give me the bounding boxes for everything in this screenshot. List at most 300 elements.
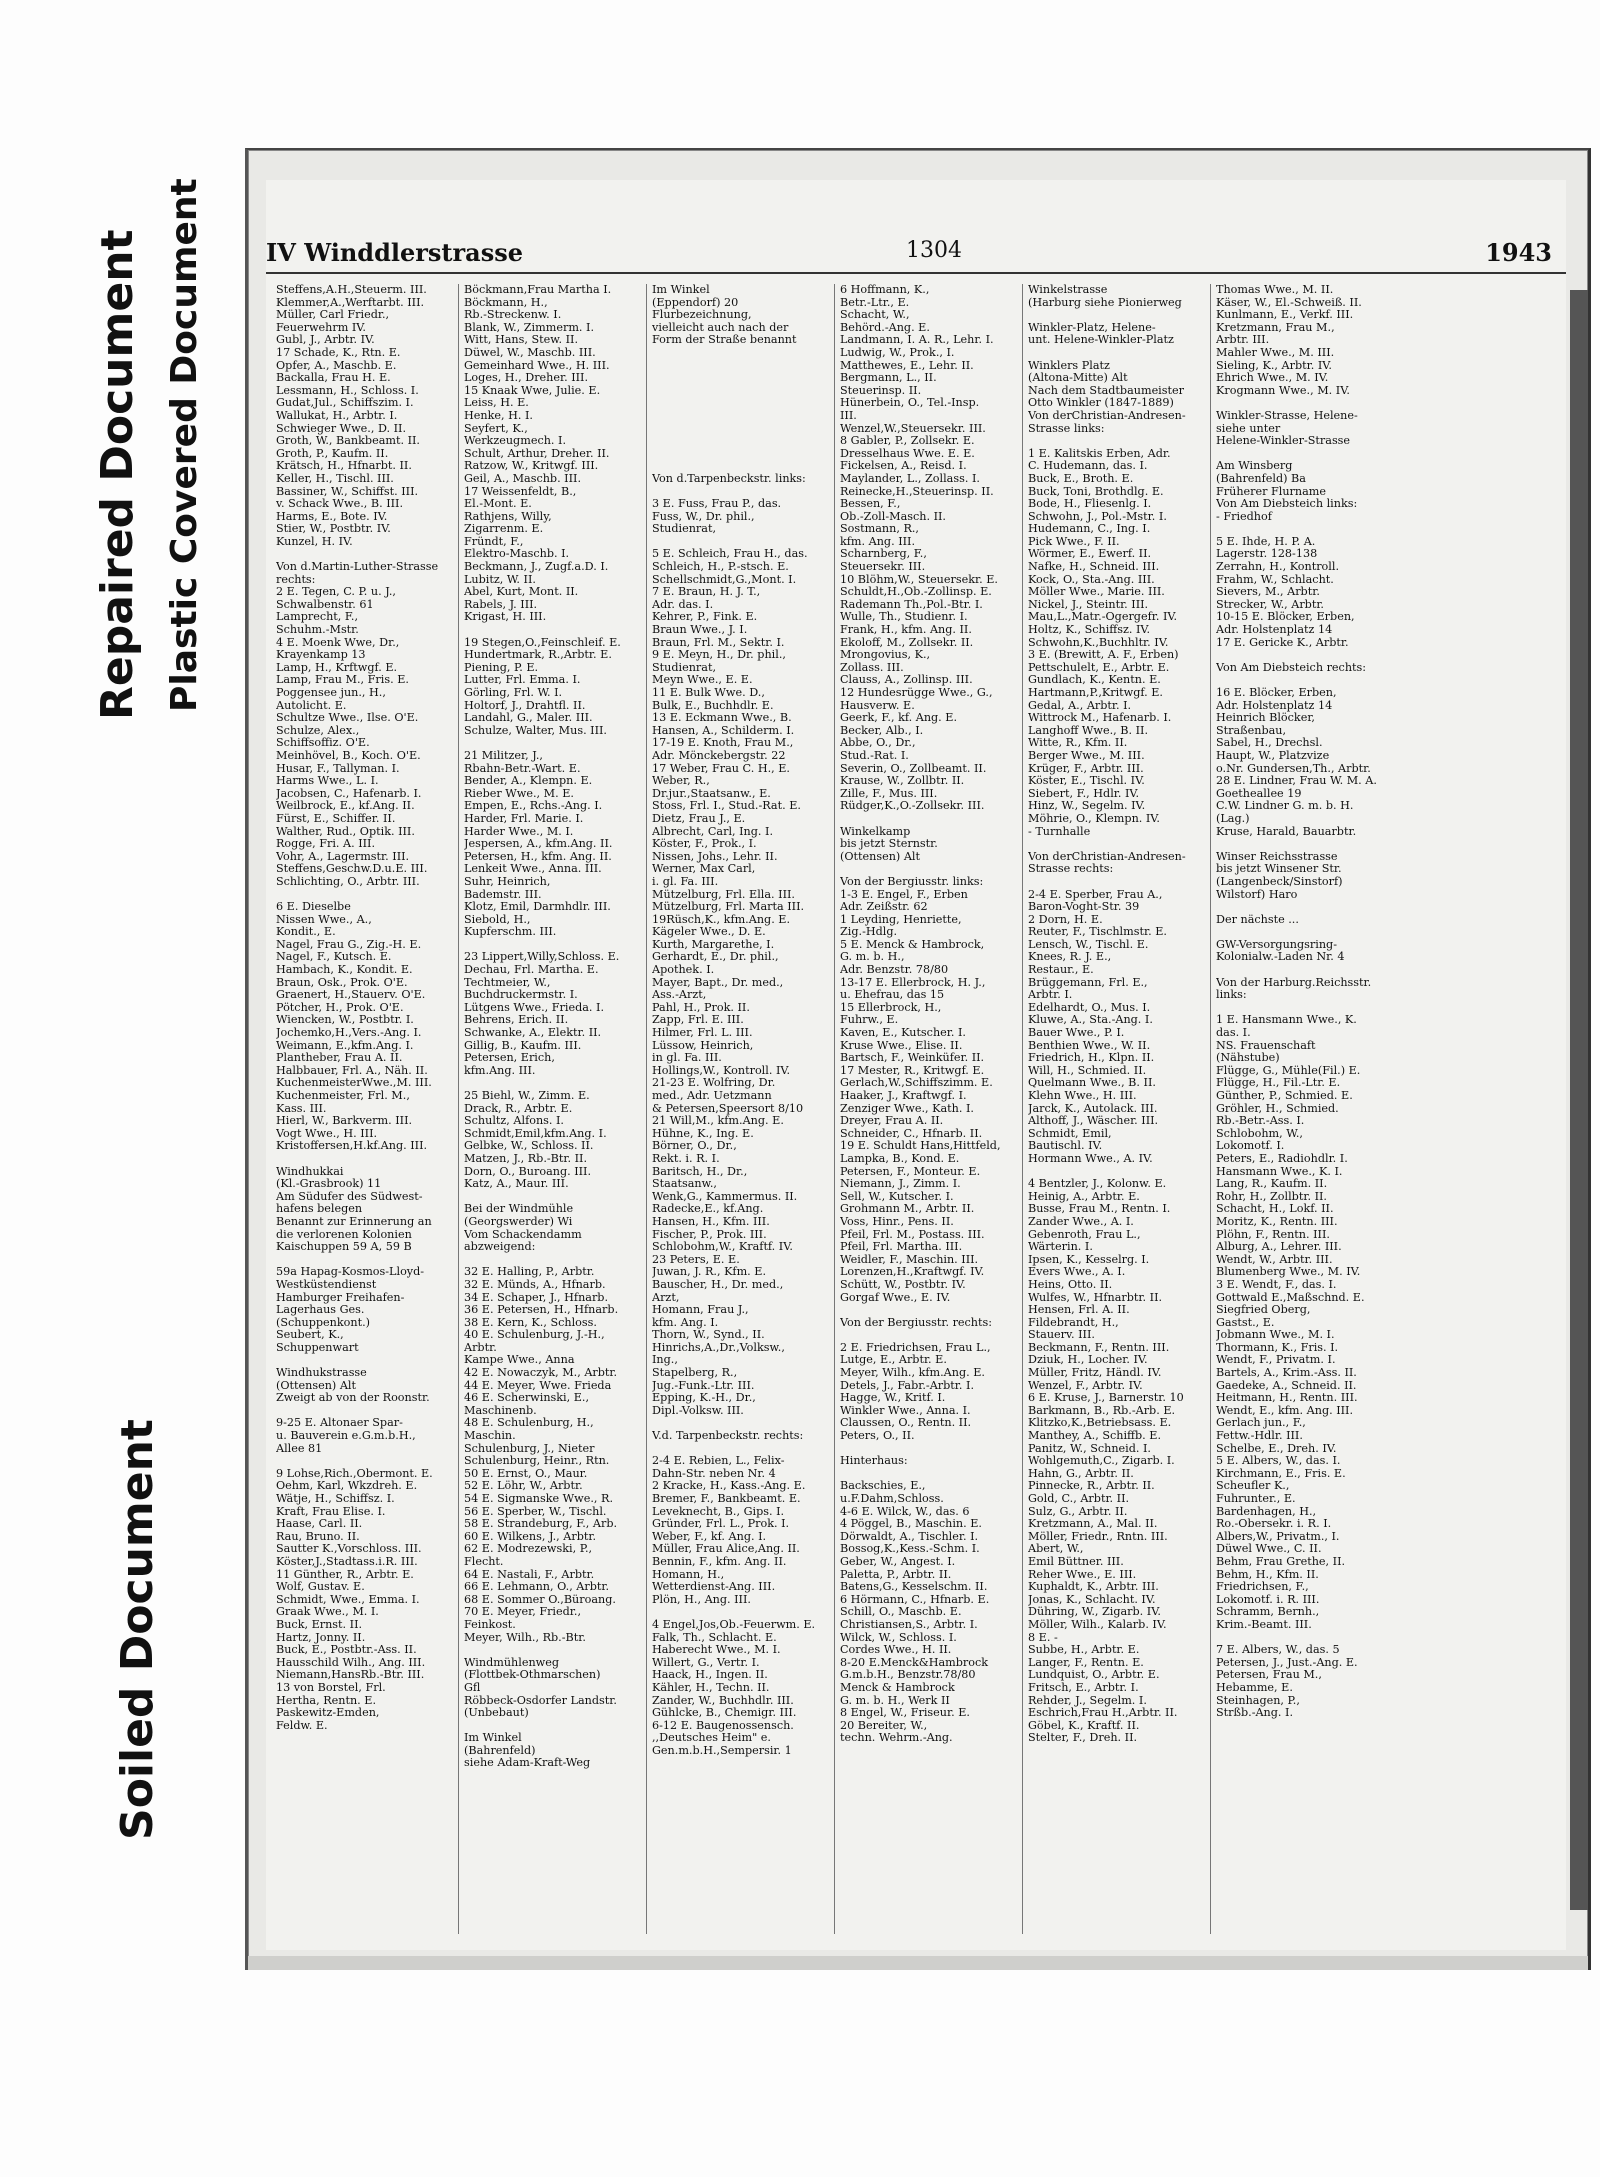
directory-line: Jonas, K., Schlacht. IV.	[1028, 1593, 1156, 1606]
directory-line: Schmidt, Emil,	[1028, 1127, 1112, 1140]
directory-line: C.W. Lindner G. m. b. H.	[1216, 800, 1354, 813]
directory-line: 48 E. Schulenburg, H.,	[464, 1417, 594, 1430]
directory-line: Bademstr. III.	[464, 888, 542, 901]
directory-line: Von der Harburg.Reichsstr.	[1216, 976, 1372, 989]
directory-line: 59a Hapag-Kosmos-Lloyd-	[276, 1266, 425, 1279]
directory-line: Günther, P., Schmied. E.	[1216, 1090, 1353, 1102]
directory-line: Westküstendienst	[276, 1278, 377, 1291]
directory-line: 52 E. Löhr, W., Arbtr.	[464, 1480, 583, 1493]
directory-line: Meinhövel, B., Koch. O'E.	[276, 749, 421, 762]
directory-line: Baron-Voght-Str. 39	[1028, 901, 1140, 914]
directory-line: Schuldt,H.,Ob.-Zollinsp. E.	[840, 586, 992, 599]
directory-line: Holtorf, J., Drahtfl. II.	[464, 699, 586, 712]
directory-line: Rathjens, Willy,	[464, 510, 552, 523]
directory-line: Schellschmidt,G.,Mont. I.	[652, 573, 797, 586]
directory-line: Christiansen,S., Arbtr. I.	[840, 1618, 978, 1631]
directory-line: Kraft, Frau Elise. I.	[276, 1505, 386, 1518]
directory-line: 2 Kracke, H., Kass.-Ang. E.	[652, 1480, 806, 1493]
directory-line: kfm. Ang. III.	[840, 535, 916, 548]
directory-line: Scharnberg, F.,	[840, 548, 927, 561]
directory-line: Matthewes, E., Lehr. II.	[840, 359, 974, 372]
directory-line: - Friedhof	[1216, 510, 1272, 523]
directory-line: Moritz, K., Rentn. III.	[1216, 1215, 1338, 1228]
directory-line: Sostmann, R.,	[840, 523, 919, 536]
directory-line	[652, 486, 828, 499]
column-rule	[1210, 284, 1211, 1934]
directory-line: 70 E. Meyer, Friedr.,	[464, 1606, 582, 1619]
directory-line: Husar, F., Tallyman. I.	[276, 762, 400, 775]
directory-line: Wilstorf) Haro	[1216, 888, 1298, 901]
directory-line: 19Rüsch,K., kfm.Ang. E.	[652, 913, 791, 926]
directory-line: Kupferschm. III.	[464, 926, 557, 939]
directory-line: Hollings,W., Kontroll. IV.	[652, 1064, 791, 1077]
directory-line: Rau, Bruno. II.	[276, 1530, 360, 1543]
directory-line: Weber, R.,	[652, 775, 710, 788]
directory-line: & Petersen,Speersort 8/10	[652, 1102, 804, 1115]
directory-line: Hahn, G., Arbtr. II.	[1028, 1467, 1134, 1480]
directory-line: Lorenzen,H.,Kraftwgf. IV.	[840, 1266, 985, 1279]
directory-line: Dühring, W., Zigarb. IV.	[1028, 1606, 1161, 1619]
directory-line: Werner, Max Carl,	[652, 863, 756, 876]
directory-line: Niemann,HansRb.-Btr. III.	[276, 1669, 425, 1682]
directory-line: v. Schack Wwe., B. III.	[276, 498, 404, 511]
directory-line: Betr.-Ltr., E.	[840, 296, 910, 309]
directory-line: Wendt, E., kfm. Ang. III.	[1216, 1404, 1354, 1417]
directory-line: ,,Deutsches Heim" e.	[652, 1732, 771, 1745]
directory-line: Lütgens Wwe., Frieda. I.	[464, 1001, 605, 1014]
directory-line: Hagge, W., Kritf. I.	[840, 1392, 946, 1405]
directory-line: Steinhagen, P.,	[1216, 1694, 1300, 1707]
directory-line: 2 E. Tegen, C. P. u. J.,	[276, 586, 396, 599]
directory-line: Groth, W., Bankbeamt. II.	[276, 435, 420, 448]
directory-line: Zapp, Frl. E. III.	[652, 1014, 744, 1027]
directory-line: Voss, Hinr., Pens. II.	[840, 1215, 954, 1228]
directory-line: Wärterin. I.	[1028, 1241, 1093, 1254]
column-1	[276, 284, 452, 1939]
directory-line: 46 E. Scherwinski, E.,	[464, 1392, 590, 1405]
directory-line: Möhrie, O., Klempn. IV.	[1028, 812, 1160, 825]
directory-line: Fründt, F.,	[464, 535, 524, 548]
directory-line: 17 E. Gericke K., Arbtr.	[1216, 636, 1349, 649]
directory-line: Lampka, B., Kond. E.	[840, 1152, 960, 1165]
directory-line: 28 E. Lindner, Frau W. M. A.	[1216, 775, 1377, 788]
directory-line: Backschies, E.,	[840, 1480, 926, 1493]
directory-line: Edelhardt, O., Mus. I.	[1028, 1001, 1151, 1014]
directory-line: Quelmann Wwe., B. II.	[1028, 1077, 1156, 1090]
directory-line: Flurbezeichnung,	[652, 309, 752, 322]
directory-line: Düwel Wwe., C. II.	[1216, 1543, 1322, 1556]
header-rule	[266, 272, 1566, 274]
directory-line: Köster, E., Tischl. IV.	[1028, 775, 1145, 788]
directory-line: (Lag.)	[1216, 812, 1250, 825]
column-rule	[646, 284, 647, 1934]
directory-line: Gerlach jun., F.,	[1216, 1417, 1306, 1430]
directory-line: (Ottensen) Alt	[840, 850, 920, 863]
directory-line: Zweigt ab von der Roonstr.	[276, 1392, 430, 1405]
directory-line: Lessmann, H., Schloss. I.	[276, 384, 419, 397]
directory-line: kfm.Ang. III.	[464, 1064, 536, 1077]
directory-line: Friedrich, H., Klpn. II.	[1028, 1052, 1155, 1065]
column-5	[1028, 284, 1204, 1939]
directory-line: Köster,J.,Stadtass.i.R. III.	[276, 1555, 418, 1568]
directory-line: Abbe, O., Dr.,	[840, 737, 916, 750]
directory-line	[1028, 309, 1204, 322]
directory-line: Gerlach,W.,Schiffszimm. E.	[840, 1077, 993, 1090]
directory-line: siehe unter	[1216, 422, 1281, 435]
directory-line: Wohlgemuth,C., Zigarb. I.	[1028, 1455, 1175, 1468]
directory-line: Im Winkel	[652, 284, 710, 296]
directory-line: Jacobsen, C., Hafenarb. I.	[276, 787, 422, 800]
directory-line: Krim.-Beamt. III.	[1216, 1618, 1312, 1631]
directory-line: Meyer, Wilh., kfm.Ang. E.	[840, 1367, 985, 1380]
directory-line: Dipl.-Volksw. III.	[652, 1404, 744, 1417]
directory-line: 4 E. Moenk Wwe, Dr.,	[276, 636, 400, 649]
directory-line: Mayer, Bapt., Dr. med.,	[652, 976, 784, 989]
directory-line: Subbe, H., Arbtr. E.	[1028, 1644, 1140, 1657]
directory-line: Geerk, F., kf. Ang. E.	[840, 712, 958, 725]
directory-line: 11 Günther, R., Arbtr. E.	[276, 1568, 414, 1581]
directory-line: Schwalbenstr. 61	[276, 598, 374, 611]
directory-line: 2 E. Friedrichsen, Frau L.,	[840, 1341, 991, 1354]
directory-line: Zerrahn, H., Kontroll.	[1216, 561, 1339, 574]
directory-line: Schlobohm, W.,	[1216, 1127, 1303, 1140]
directory-line: Abert, W.,	[1028, 1543, 1084, 1556]
directory-line: Wiencken, W., Postbtr. I.	[276, 1014, 414, 1027]
directory-line: Reuter, F., Tischlmstr. E.	[1028, 926, 1167, 939]
directory-line: Weber, F., kf. Ang. I.	[652, 1530, 767, 1543]
directory-line	[840, 1443, 1016, 1456]
directory-line: Harder Wwe., M. I.	[464, 825, 574, 838]
directory-line: Adr. Holstenplatz 14	[1216, 699, 1333, 712]
directory-line: in gl. Fa. III.	[652, 1052, 722, 1065]
directory-line: Studienrat,	[652, 661, 717, 674]
directory-line: Bossog,K.,Kess.-Schm. I.	[840, 1543, 980, 1556]
directory-line: Beckmann, F., Rentn. III.	[1028, 1341, 1170, 1354]
directory-line: Schacht, W.,	[840, 309, 910, 322]
directory-line: Siebert, F., Hdlr. IV.	[1028, 787, 1140, 800]
directory-line: Bode, H., Fliesenlg. I.	[1028, 498, 1152, 511]
directory-line: bis jetzt Sternstr.	[840, 838, 938, 851]
directory-line: Von Am Diebsteich rechts:	[1216, 661, 1367, 674]
directory-line: Am Südufer des Südwest-	[276, 1190, 423, 1203]
directory-line: Opfer, A., Maschb. E.	[276, 359, 397, 372]
directory-line: Reinecke,H.,Steuerinsp. II.	[840, 485, 994, 498]
directory-line: 23 Lippert,Willy,Schloss. E.	[464, 951, 620, 964]
directory-line: Gen.m.b.H.,Sempersir. 1	[652, 1744, 792, 1757]
directory-line: 13 E. Eckmann Wwe., B.	[652, 712, 792, 725]
directory-line: Meyn Wwe., E. E.	[652, 674, 753, 687]
directory-line: Haack, H., Ingen. II.	[652, 1669, 768, 1682]
directory-line: Kunzel, H. IV.	[276, 535, 353, 548]
directory-line: NS. Frauenschaft	[1216, 1039, 1316, 1052]
directory-line: Dechau, Frl. Martha. E.	[464, 964, 599, 977]
page-edge-shadow	[1570, 290, 1588, 1910]
directory-line: Kass. III.	[276, 1102, 327, 1115]
directory-line: Adr. Benzstr. 78/80	[840, 964, 949, 977]
column-6	[1216, 284, 1392, 1939]
directory-line	[464, 1644, 640, 1657]
directory-line	[840, 863, 1016, 876]
directory-line: Form der Straße benannt	[652, 334, 797, 347]
directory-line: Holtz, K., Schiffsz. IV.	[1028, 624, 1151, 637]
directory-line: Petersen, J., Just.-Ang. E.	[1216, 1656, 1358, 1669]
directory-line: Winklers Platz	[1028, 359, 1110, 372]
directory-line: Bartels, A., Krim.-Ass. II.	[1216, 1367, 1357, 1380]
directory-line: Vogt Wwe., H. III.	[276, 1127, 378, 1140]
directory-line: G.m.b.H., Benzstr.78/80	[840, 1669, 976, 1682]
directory-line: 8 E. -	[1028, 1631, 1058, 1644]
directory-line: Lutter, Frl. Emma. I.	[464, 674, 581, 687]
directory-line: 32 E. Halling, P., Arbtr.	[464, 1266, 595, 1279]
directory-line: Seubert, K.,	[276, 1329, 344, 1342]
directory-line: 8-20 E.Menck&Hambrock	[840, 1656, 989, 1669]
directory-line: Strßb.-Ang. I.	[1216, 1707, 1294, 1720]
directory-line: Petersen, F., Monteur. E.	[840, 1165, 981, 1178]
directory-line: Bauscher, H., Dr. med.,	[652, 1278, 784, 1291]
directory-line: Sabel, H., Drechsl.	[1216, 737, 1323, 750]
directory-line: Winkelstrasse	[1028, 284, 1108, 296]
directory-line	[652, 347, 828, 360]
directory-line	[652, 410, 828, 423]
directory-line: 58 E. Strandeburg, F., Arb.	[464, 1518, 618, 1531]
directory-line: Stier, W., Postbtr. IV.	[276, 523, 391, 536]
directory-line: Krätsch, H., Hfnarbt. II.	[276, 460, 412, 473]
directory-line: Hudemann, C., Ing. I.	[1028, 523, 1151, 536]
directory-line: Schmidt, Wwe., Emma. I.	[276, 1593, 420, 1606]
directory-line: Lokomotf. I.	[1216, 1140, 1285, 1153]
directory-line: Halbbauer, Frl. A., Näh. II.	[276, 1064, 428, 1077]
directory-line: Wilck, W., Schloss. I.	[840, 1631, 957, 1644]
directory-line: Schneider, C., Hfnarb. II.	[840, 1127, 983, 1140]
directory-line: Haaker, J., Kraftwgf. I.	[840, 1090, 967, 1102]
directory-line: Wallukat, H., Arbtr. I.	[276, 409, 398, 422]
directory-line: Windhukstrasse	[276, 1367, 367, 1380]
directory-line: (Unbebaut)	[464, 1707, 529, 1720]
directory-line: Hausschild Wilh., Ang. III.	[276, 1656, 426, 1669]
directory-line: Fuhrw., E.	[840, 1014, 899, 1027]
directory-line: Lagerstr. 128-138	[1216, 548, 1318, 561]
directory-line: 3 E. Wendt, F., das. I.	[1216, 1278, 1337, 1291]
directory-line: 16 E. Blöcker, Erben,	[1216, 687, 1337, 699]
directory-line: Pötcher, H., Prok. O'E.	[276, 1001, 404, 1014]
directory-line: Rademann Th.,Pol.-Btr. I.	[840, 598, 983, 611]
directory-line: 8 Gabler, P., Zollsekr. E.	[840, 435, 975, 448]
directory-line: Sieling, K., Arbtr. IV.	[1216, 359, 1332, 372]
directory-line: 3 E. (Brewitt, A. F., Erben)	[1028, 649, 1179, 662]
directory-line: Dziuk, H., Locher. IV.	[1028, 1354, 1148, 1367]
directory-line: Lagerhaus Ges.	[276, 1304, 365, 1317]
directory-line: Buck, Ernst. II.	[276, 1618, 363, 1631]
directory-line	[464, 1254, 640, 1267]
directory-line: Will, H., Schmied. II.	[1028, 1064, 1147, 1077]
directory-line: Feldw. E.	[276, 1719, 328, 1732]
directory-line: (Eppendorf) 20	[652, 296, 739, 309]
directory-line: Maschinenb.	[464, 1404, 537, 1417]
directory-line: (Nähstube)	[1216, 1052, 1280, 1065]
directory-line: 66 E. Lehmann, O., Arbtr.	[464, 1581, 610, 1594]
directory-line: Otto Winkler (1847-1889)	[1028, 397, 1174, 410]
directory-line: Hühne, K., Ing. E.	[652, 1127, 754, 1140]
directory-line	[652, 372, 828, 385]
running-header-left: IV Winddlerstrasse	[266, 238, 523, 267]
directory-line: Busse, Frau M., Rentn. I.	[1028, 1203, 1171, 1216]
directory-line	[464, 1720, 640, 1733]
directory-line: Sell, W., Kutscher. I.	[840, 1190, 954, 1203]
column-rule	[458, 284, 459, 1934]
directory-line: med., Adr. Uetzmann	[652, 1090, 772, 1102]
directory-line: Willert, G., Vertr. I.	[652, 1656, 760, 1669]
directory-line: Gastst., E.	[1216, 1316, 1275, 1329]
directory-line: Schleich, H., P.-stsch. E.	[652, 561, 789, 574]
directory-line: Witte, R., Kfm. II.	[1028, 737, 1128, 750]
directory-line: Von der Bergiusstr. links:	[840, 875, 984, 888]
directory-line: Adr. Mönckebergstr. 22	[652, 749, 786, 762]
directory-line: Hamburger Freihafen-	[276, 1291, 405, 1304]
column-rule	[834, 284, 835, 1934]
directory-line: Meyer, Wilh., Rb.-Btr.	[464, 1631, 586, 1644]
directory-line: Harder, Frl. Marie. I.	[464, 812, 584, 825]
directory-line: Lensch, W., Tischl. E.	[1028, 938, 1149, 951]
directory-line: Brüggemann, Frl. E.,	[1028, 976, 1148, 989]
directory-line: Straßenbau,	[1216, 724, 1287, 737]
directory-line: 4-6 E. Wilck, W., das. 6	[840, 1505, 970, 1518]
directory-line: 17 Weber, Frau C. H., E.	[652, 762, 790, 775]
directory-line: Oehm, Karl, Wkzdreh. E.	[276, 1480, 418, 1493]
directory-line: 5 E. Schleich, Frau H., das.	[652, 548, 808, 561]
directory-line: V.d. Tarpenbeckstr. rechts:	[652, 1430, 804, 1443]
directory-line: Helene-Winkler-Strasse	[1216, 435, 1351, 448]
directory-line: 4 Pöggel, B., Maschin. E.	[840, 1518, 982, 1531]
directory-line: Behm, Frau Grethe, II.	[1216, 1555, 1346, 1568]
directory-line: Peters, E., Radiohdlr. I.	[1216, 1152, 1348, 1165]
directory-line: 50 E. Ernst, O., Maur.	[464, 1467, 588, 1480]
directory-line: Geil, A., Maschb. III.	[464, 472, 581, 485]
directory-line: Plön, H., Ang. III.	[652, 1593, 751, 1606]
directory-line: Winser Reichsstrasse	[1216, 850, 1338, 863]
directory-line: Lokomotf. i. R. III.	[1216, 1593, 1320, 1606]
directory-line: Vom Schackendamm	[464, 1228, 582, 1241]
directory-line: Falk, Th., Schlacht. E.	[652, 1631, 777, 1644]
directory-line: Hierl, W., Barkverm. III.	[276, 1115, 413, 1128]
directory-line: Hebamme, E.	[1216, 1681, 1293, 1694]
directory-line: Jarck, K., Autolack. III.	[1028, 1102, 1158, 1115]
directory-line: Harms, E., Bote. IV.	[276, 510, 388, 523]
directory-line: Schramm, Bernh.,	[1216, 1606, 1320, 1619]
directory-line: siehe Adam-Kraft-Weg	[464, 1757, 591, 1770]
directory-line: Emil Büttner. III.	[1028, 1555, 1124, 1568]
directory-line: Wulle, Th., Studienr. I.	[840, 611, 968, 624]
directory-line: Hansen, A., Schilderm. I.	[652, 724, 795, 737]
page-bottom-edge	[248, 1956, 1588, 1970]
directory-line: Allee 81	[276, 1442, 323, 1455]
directory-line: Müller, Fritz, Händl. IV.	[1028, 1367, 1162, 1380]
directory-line: 34 E. Schaper, J., Hfnarb.	[464, 1291, 609, 1304]
directory-line: Zig.-Hdlg.	[840, 926, 898, 939]
directory-line: 15 Ellerbrock, H.,	[840, 1001, 942, 1014]
directory-line: Winkler-Platz, Helene-	[1028, 321, 1156, 334]
directory-line	[1216, 523, 1392, 536]
directory-line: Zille, F., Mus. III.	[840, 787, 938, 800]
directory-line: o.Nr. Gundersen,Th., Arbtr.	[1216, 762, 1371, 775]
directory-line: Sautter K.,Vorschloss. III.	[276, 1543, 422, 1556]
directory-line: Piening, P. E.	[464, 661, 539, 674]
directory-line: 5 E. Ihde, H. P. A.	[1216, 535, 1316, 548]
directory-line: Stoss, Frl. I., Stud.-Rat. E.	[652, 800, 801, 813]
directory-line: Sulz, G., Arbtr. II.	[1028, 1505, 1128, 1518]
directory-line: Mahler Wwe., M. III.	[1216, 346, 1335, 359]
directory-line: Schultz, Alfons. I.	[464, 1115, 564, 1128]
directory-line: Nagel, Frau G., Zig.-H. E.	[276, 938, 422, 951]
directory-line: 9-25 E. Altonaer Spar-	[276, 1417, 403, 1430]
directory-line: 36 E. Petersen, H., Hfnarb.	[464, 1304, 619, 1317]
directory-line	[840, 1304, 1016, 1317]
directory-line: Kaischuppen 59 A, 59 B	[276, 1241, 412, 1254]
directory-line: Rbahn-Betr.-Wart. E.	[464, 762, 581, 775]
directory-line: 17 Weissenfeldt, B.,	[464, 485, 577, 498]
page-number: 1304	[906, 238, 962, 263]
directory-line: 56 E. Sperber, W., Tischl.	[464, 1505, 607, 1518]
directory-line: 13 von Borstel, Frl.	[276, 1681, 386, 1694]
directory-line: Plöhn, F., Rentn. III.	[1216, 1228, 1330, 1241]
directory-line: 6 E. Kruse, J., Barnerstr. 10	[1028, 1392, 1184, 1405]
directory-line: Steuersekr. III.	[840, 561, 926, 574]
directory-line: Hensen, Frl. A. II.	[1028, 1304, 1130, 1317]
directory-line: Reher Wwe., E. III.	[1028, 1568, 1137, 1581]
directory-line: Adr. das. I.	[652, 598, 714, 611]
directory-line: Plantheber, Frau A. II.	[276, 1052, 403, 1065]
directory-line: Gaedeke, A., Schneid. II.	[1216, 1379, 1357, 1392]
directory-line: Ehrich Wwe., M. IV.	[1216, 372, 1329, 385]
directory-line: Leveknecht, B., Gips. I.	[652, 1505, 785, 1518]
directory-line: Benthien Wwe., W. II.	[1028, 1039, 1151, 1052]
directory-line: Rehder, J., Segelm. I.	[1028, 1694, 1147, 1707]
directory-line: Von der Bergiusstr. rechts:	[840, 1316, 993, 1329]
directory-line: Schuppenwart	[276, 1341, 359, 1354]
directory-line: Schulze, Alex.,	[276, 724, 360, 737]
directory-line: Im Winkel	[464, 1732, 522, 1745]
directory-line: Hinz, W., Segelm. IV.	[1028, 800, 1146, 813]
directory-line: Bautischl. IV.	[1028, 1140, 1103, 1153]
directory-line	[276, 1405, 452, 1418]
directory-line: Bender, A., Klempn. E.	[464, 775, 593, 788]
directory-line: Detels, J., Fabr.-Arbtr. I.	[840, 1379, 974, 1392]
directory-line: Elektro-Maschb. I.	[464, 548, 570, 561]
directory-line: Ekoloff, M., Zollsekr. II.	[840, 636, 974, 649]
directory-line	[840, 813, 1016, 826]
directory-line: Gundlach, K., Kentn. E.	[1028, 674, 1161, 687]
directory-line: 21 Will,M., kfm.Ang. E.	[652, 1115, 784, 1128]
directory-line	[1216, 397, 1392, 410]
directory-line: Heins, Otto. II.	[1028, 1278, 1113, 1291]
directory-line: Fuhrunter., E.	[1216, 1493, 1296, 1505]
directory-line: Köster, F., Prok., I.	[652, 838, 757, 851]
directory-line: 17 Schade, K., Rtn. E.	[276, 346, 401, 359]
directory-line: Möller, Friedr., Rntn. III.	[1028, 1530, 1168, 1543]
directory-line: Rieber Wwe., M. E.	[464, 787, 574, 800]
directory-line: Langhoff Wwe., B. II.	[1028, 724, 1149, 737]
directory-line: Strasse rechts:	[1028, 863, 1114, 876]
directory-line: Barkmann, B., Rb.-Arb. E.	[1028, 1404, 1176, 1417]
directory-line: Niemann, J., Zimm. I.	[840, 1178, 961, 1191]
directory-line: Rekt. i. R. I.	[652, 1152, 720, 1165]
directory-line: Gedal, A., Arbtr. I.	[1028, 699, 1132, 712]
directory-line: 6-12 E. Baugenossensch.	[652, 1719, 794, 1732]
directory-line: Zander Wwe., A. I.	[1028, 1215, 1134, 1228]
directory-line: Zollass. III.	[840, 661, 904, 674]
directory-line	[1028, 347, 1204, 360]
directory-line: Homann, Frau J.,	[652, 1304, 749, 1317]
directory-line: Buck, E., Postbtr.-Ass. II.	[276, 1644, 417, 1657]
